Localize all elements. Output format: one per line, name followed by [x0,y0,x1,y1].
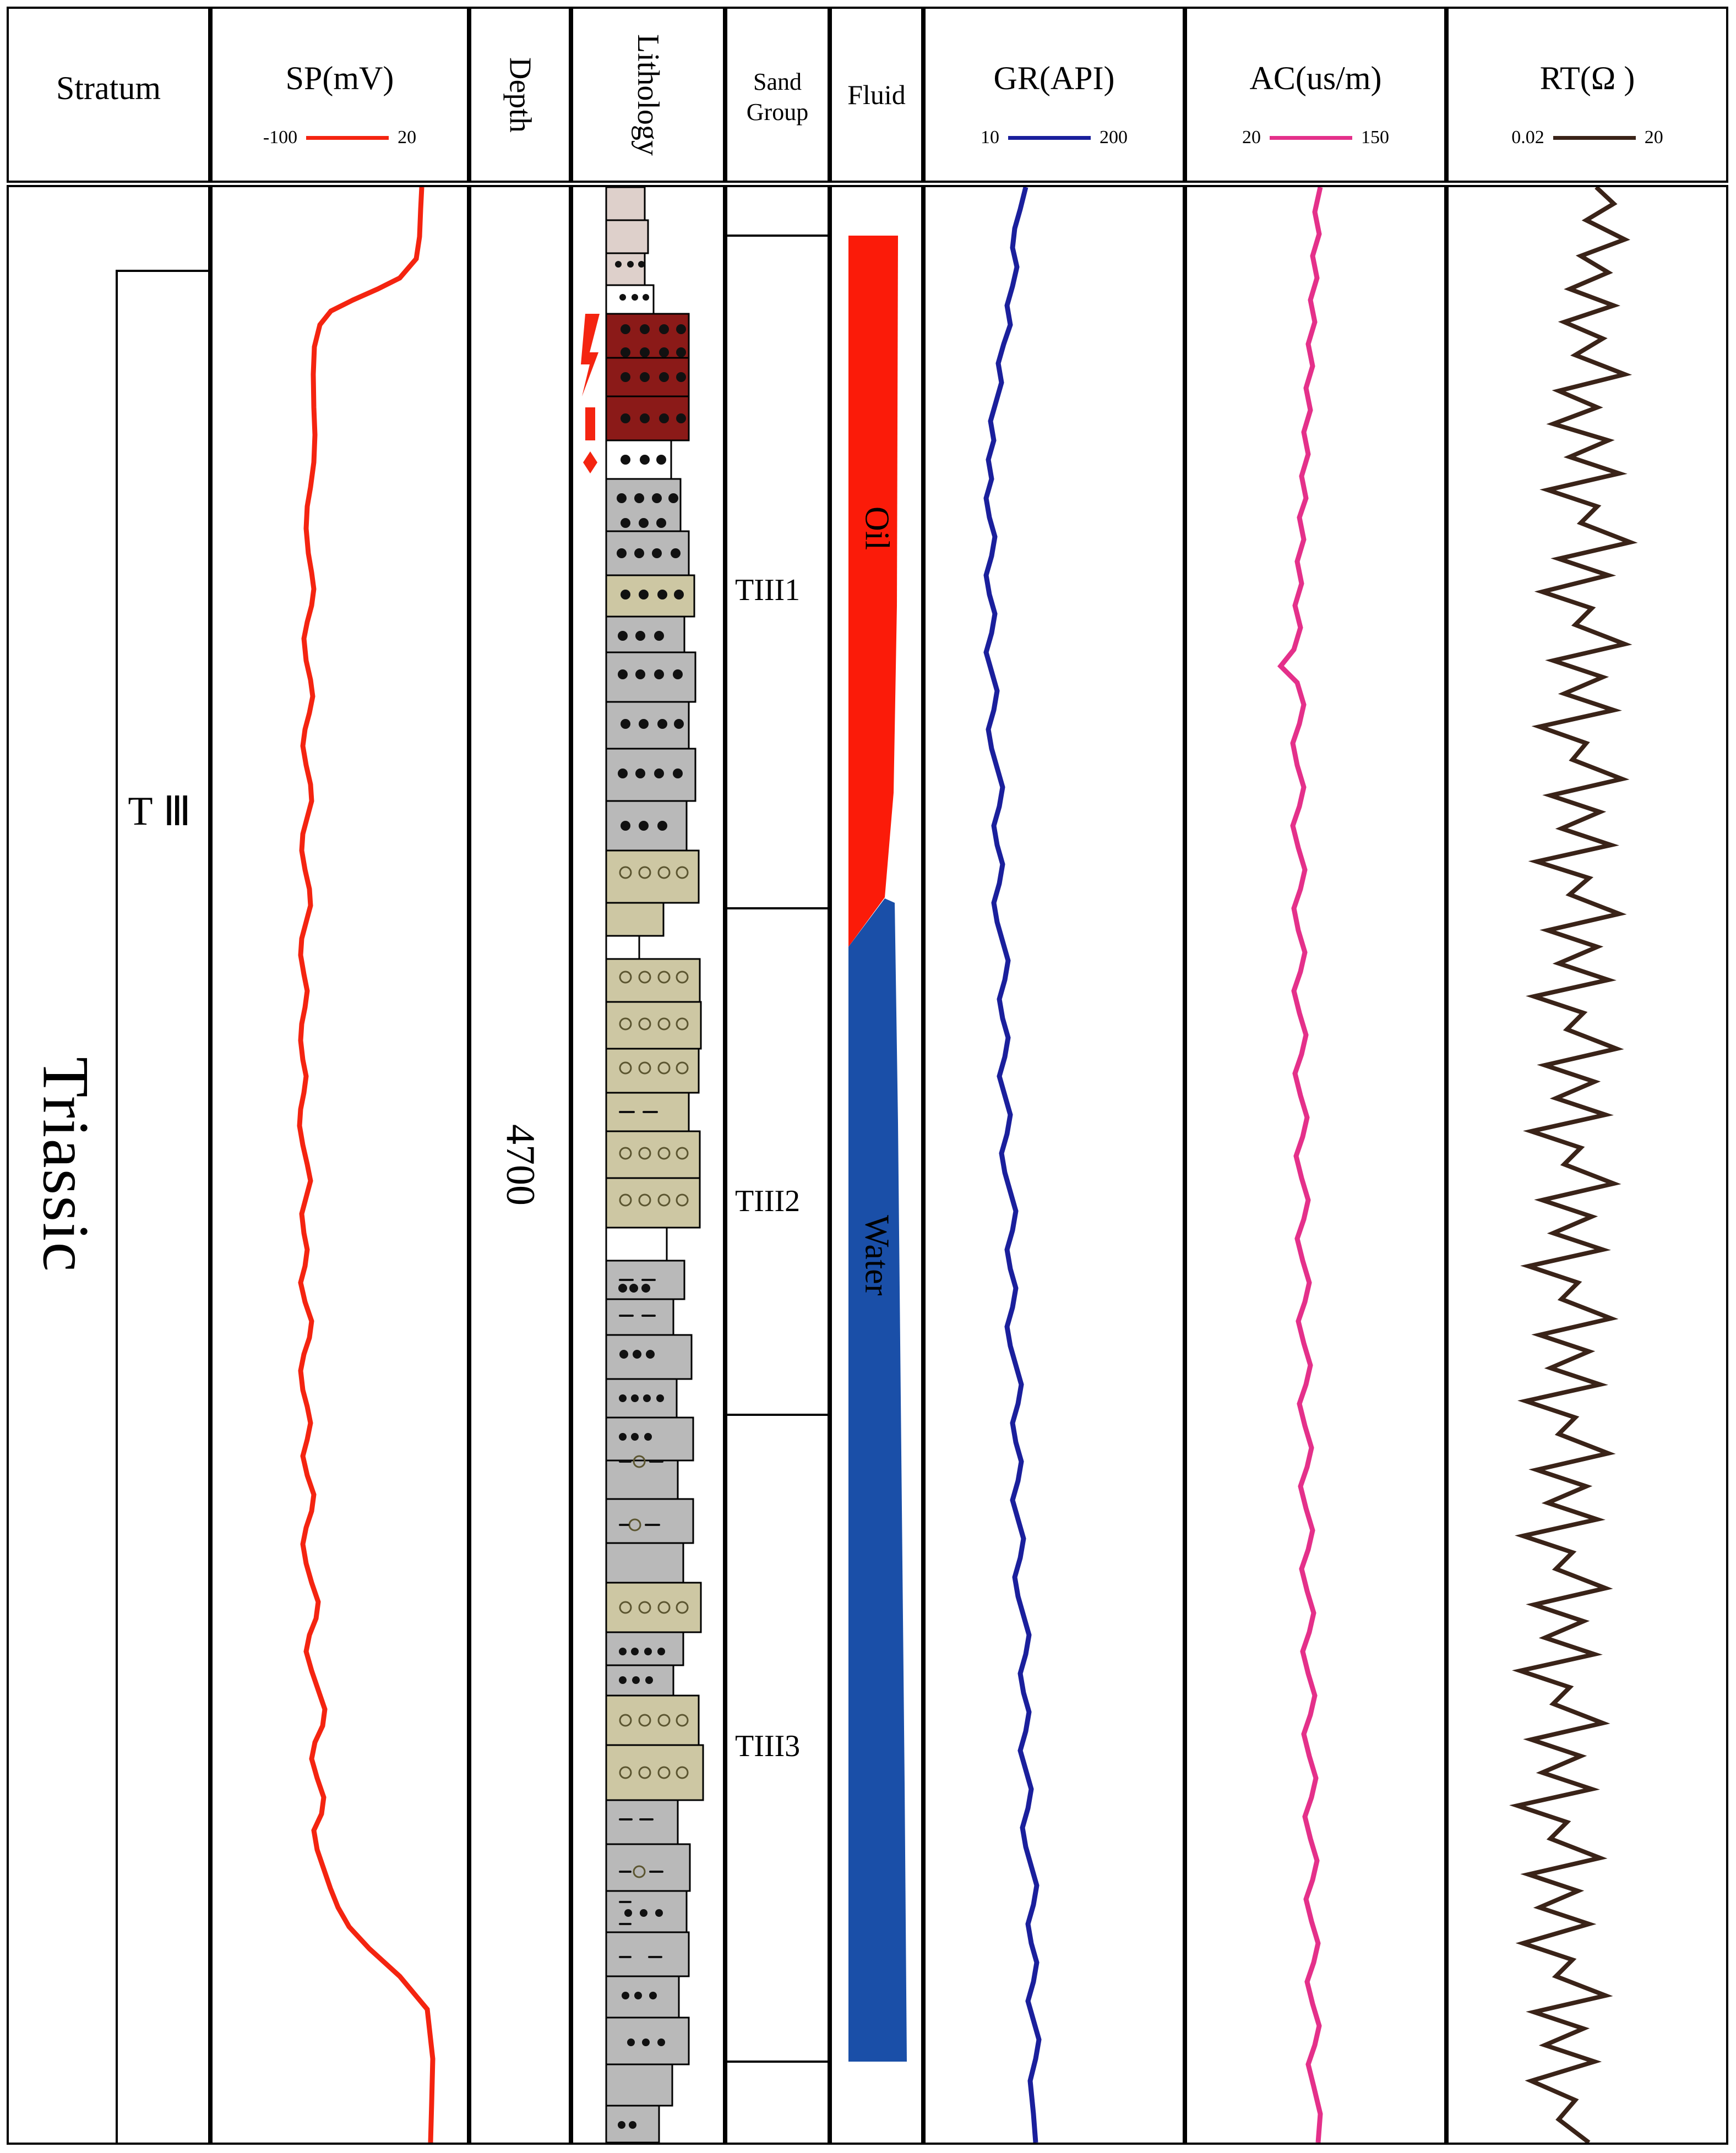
header-cell-fluid [830,7,923,183]
column-stratum-formation [116,270,210,2145]
rt-scale-min: 0.02 [1511,127,1544,148]
header-lithology-label [573,9,723,181]
sp-scale-max: 20 [398,127,417,148]
column-sandgroup [725,185,830,2145]
litho-bed [606,253,645,285]
sandgroup-label-tiii1: TIII1 [735,573,801,607]
column-fluid [830,185,923,2145]
ac-scale-line [1270,136,1352,140]
rt-curve-svg [1449,187,1726,2143]
litho-bed [606,1543,683,1583]
fluid-water-band [848,898,907,2062]
header-cell-ac [1185,7,1446,183]
litho-bed [606,1844,690,1891]
litho-bed [606,1976,679,2018]
fluid-oil-label [832,473,921,584]
ac-scale-min: 20 [1242,127,1261,148]
fluid-water-label [832,1167,921,1343]
header-cell-depth [469,7,571,183]
column-ac-curve [1185,185,1446,2145]
header-cell-rt [1446,7,1728,183]
sandgroup-dividers [727,187,828,2143]
header-cell-lithology [571,7,725,183]
header-gr-label: GR(API) [993,60,1115,96]
column-sp-curve [210,185,469,2145]
litho-bed [606,617,684,652]
ac-curve-svg [1187,187,1444,2143]
depth-tick-label [471,187,569,2143]
stratum-formation-t: T [128,788,153,834]
header-cell-sp [210,7,469,183]
litho-bed [606,903,663,936]
header-sp-label: SP(mV) [285,60,394,96]
fluid-oil-text: Oil [858,506,896,550]
rt-scale [1449,127,1726,148]
litho-bed [606,1499,693,1543]
litho-bed [606,1800,678,1844]
gr-curve [986,187,1039,2143]
sp-scale-line [306,136,389,140]
header-rt-label: RT(Ω ) [1539,60,1635,96]
header-ac-label: AC(us/m) [1249,60,1382,96]
column-gr-curve [923,185,1185,2145]
lithology-svg [573,187,723,2143]
litho-bed [606,220,648,253]
litho-bed [606,936,639,959]
ac-curve [1281,187,1320,2143]
depth-tick-text: 4700 [498,1124,543,1206]
header-depth-label [471,9,569,181]
header-sandgroup-line1: Sand [753,68,802,95]
header-depth-text: Depth [503,57,537,133]
gr-scale [926,127,1183,148]
litho-bed [606,1632,683,1665]
gr-scale-line [1008,136,1091,140]
ac-scale-max: 150 [1361,127,1389,148]
gr-scale-max: 200 [1100,127,1128,148]
litho-bed [606,1665,673,1696]
litho-bed [606,1299,673,1335]
header-lithology-text: Lithology [631,34,665,156]
litho-bed [606,1379,677,1418]
gr-curve-svg [926,187,1183,2143]
litho-bed [606,1932,689,1976]
header-stratum-label: Stratum [56,70,161,106]
oil-show-marker [581,314,600,473]
sp-scale-min: -100 [263,127,298,148]
rt-scale-max: 20 [1644,127,1663,148]
sp-curve-svg [213,187,467,2143]
stratum-formation-iii: Ⅲ [154,788,199,835]
sp-scale [213,127,467,148]
fluid-water-text: Water [858,1214,896,1296]
litho-bed [606,2064,672,2106]
rt-curve [1517,187,1630,2143]
header-fluid-label: Fluid [847,79,906,110]
stratum-system-text: Triassic [29,1057,103,1273]
stratum-system-label [9,187,123,2143]
sandgroup-label-tiii2: TIII2 [735,1184,801,1218]
litho-bed [606,187,645,220]
sp-curve [300,187,433,2143]
column-rt-curve [1446,185,1728,2145]
header-cell-stratum [7,7,210,183]
sandgroup-label-tiii3: TIII3 [735,1729,801,1763]
header-sandgroup-line2: Group [746,99,809,126]
header-cell-sandgroup [725,7,830,183]
column-lithology [571,185,725,2145]
column-depth [469,185,571,2145]
ac-scale [1187,127,1444,148]
header-cell-gr [923,7,1185,183]
gr-scale-min: 10 [981,127,999,148]
rt-scale-line [1553,136,1636,140]
stratum-formation-label [118,756,210,866]
litho-bed [606,1228,667,1261]
fluid-oil-band [848,236,898,947]
